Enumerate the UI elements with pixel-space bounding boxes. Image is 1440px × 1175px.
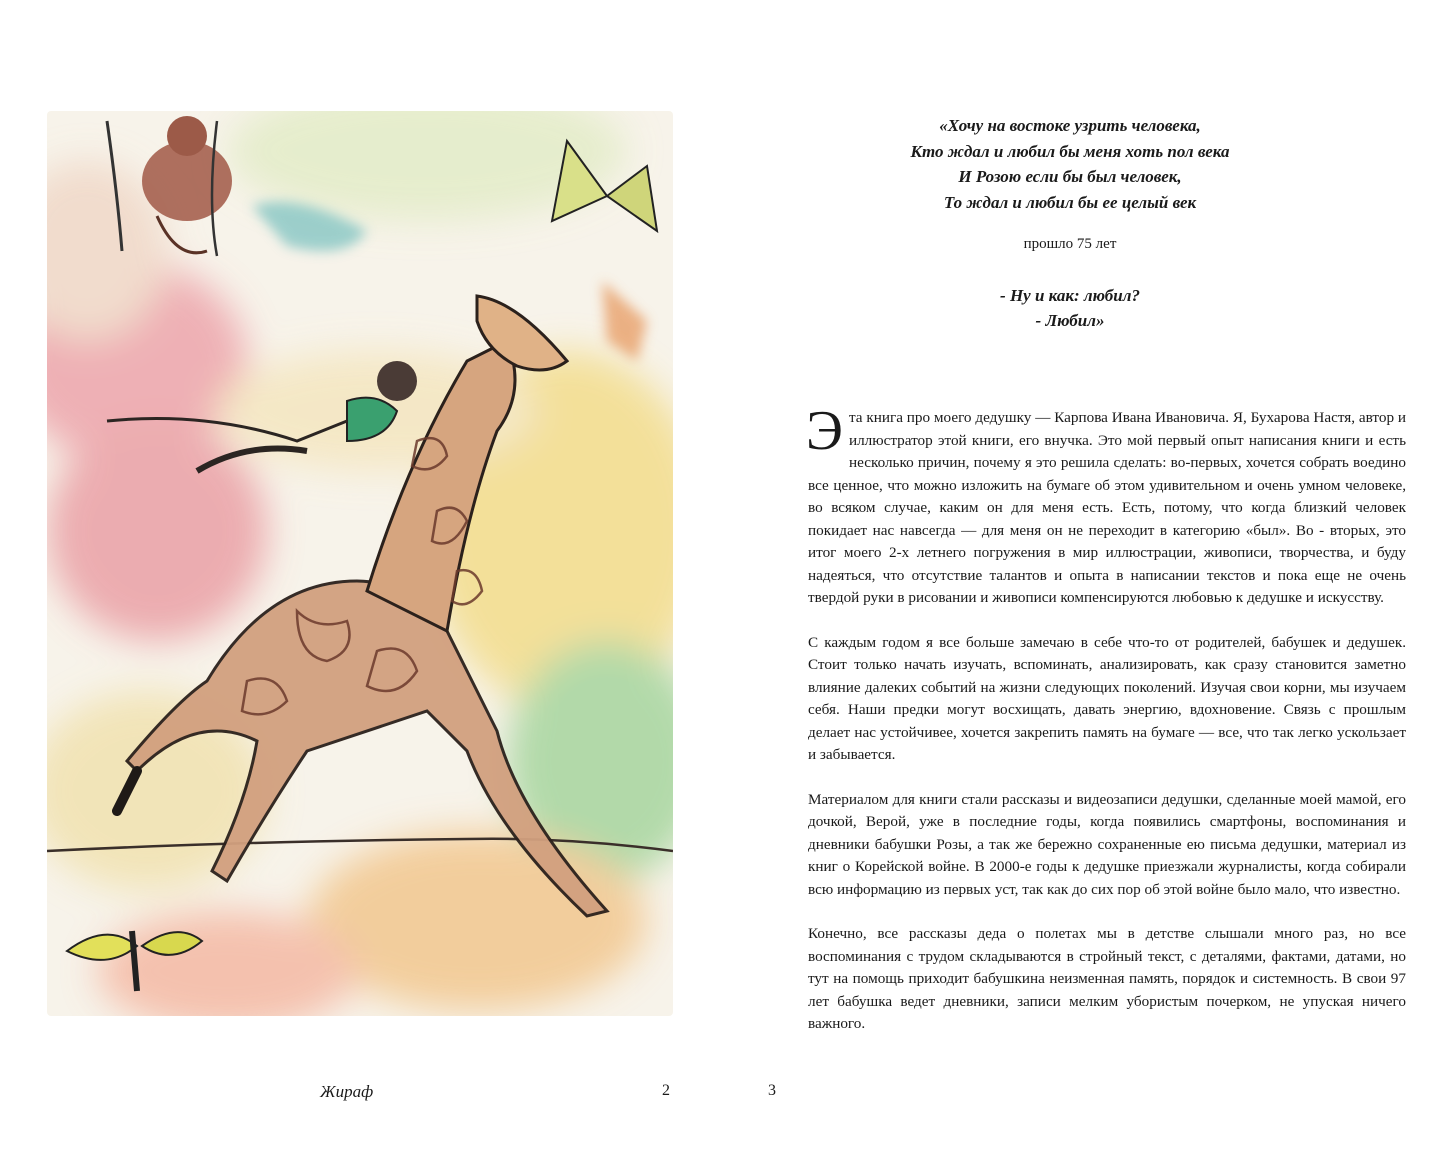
giraffe-illustration — [47, 111, 673, 1016]
dialogue-line: - Ну и как: любил? — [1000, 286, 1140, 305]
poem-line: Кто ждал и любил бы меня хоть пол века — [910, 141, 1230, 161]
poem-line: «Хочу на востоке узрить человека, — [939, 116, 1201, 135]
epigraph-poem — [720, 113, 1420, 215]
paragraph: Конечно, все рассказы деда о полетах мы в детстве слышали много раз, но все воспоминания с трудом складываются в стройный текст, с деталями, фактами, датами, но тут на помощь приходит бабушкина неизменная память, порядок и системность. В свои 97 лет бабушка ведет дневники, записи мелким убористым почерком, не упуская ничего важного. — [808, 925, 1406, 1032]
paragraph: Материалом для книги стали рассказы и видеозаписи дедушки, сделанные моей мамой, его дочкой, Верой, уже в последние годы, когда появились смартфоны, воспоминания и дневники бабушки Розы, а так же бережно сохраненные ею письма дедушки, материал из книг о Корейской войне. В 2000-е годы к дедушке приезжали журналисты, когда собирали всю информацию из первых уст, так как до сих пор об этой войне было мало, что известно. — [808, 790, 1406, 898]
page-number-right: 3 — [768, 1082, 776, 1099]
poem-line: И Розою если бы был человек, — [958, 167, 1182, 186]
epigraph-note: прошло 75 лет — [1023, 236, 1117, 252]
epigraph-dialogue — [720, 283, 1420, 333]
paragraph: С каждым годом я все больше замечаю в себе что-то от родителей, бабушек и дедушек. Стоит только начать изучать, вспоминать, анализировать, как сразу становится заметно влияние далеких событий на жизни следующих поколений. Изучая свои корни, мы изучаем себя. Наши предки могут восхищать, давать энергию, вдохновение. Связь с прошлым делает нас устойчивее, хочется закрепить память на бумаге — все, что так легко ускользает и забывается. — [808, 633, 1406, 763]
page-number-left: 2 — [662, 1082, 670, 1099]
illustration-caption: Жираф — [320, 1082, 374, 1101]
drop-cap: Э — [806, 400, 843, 462]
paragraph — [806, 400, 1406, 610]
body-text — [806, 400, 1406, 1058]
right-page — [720, 0, 1440, 1175]
dialogue-line: - Любил» — [1035, 311, 1105, 330]
poem-line: То ждал и любил бы ее целый век — [943, 192, 1197, 212]
paragraph-text: та книга про моего дедушку — Карпова Ивана Ивановича. Я, Бухарова Настя, автор и иллюстратор этой книги, его внучка. Это мой первый опыт написания книги и есть несколько причин, почему я это решила сделать: во-первых, хочется собрать воедино все ценное, что можно изложить на бумаге об этом удивительном и очень умном человеке, во всяком случае, каким он для меня есть. Есть, потому, что когда близкий человек покидает нас навсегда — для меня он не переходит в категорию «был». Во - вторых, это итог моего 2-х летнего погружения в мир иллюстрации, живописи, творчества, и буду надеяться, что отсутствие талантов и опыта в написании текстов и пока еще не очень твердой руки в рисовании и живописи компенсируются любовью к дедушке и искусству. — [808, 409, 1406, 606]
